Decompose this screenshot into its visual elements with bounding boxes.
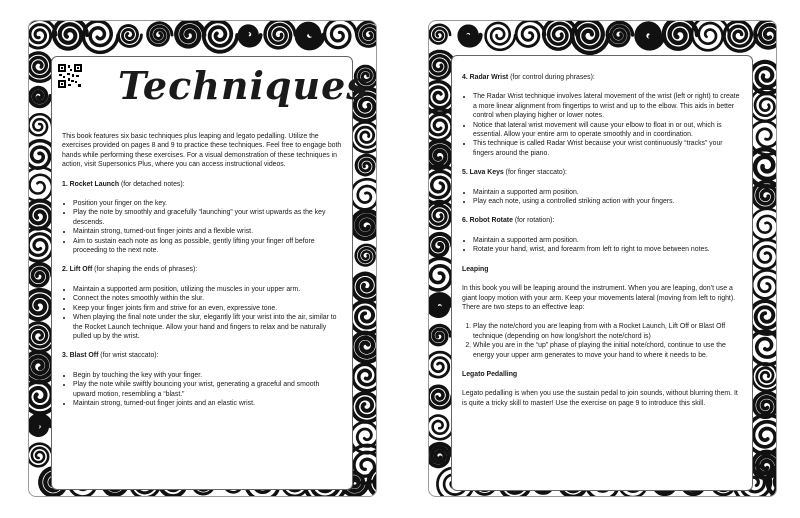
swirl-shape: [429, 416, 454, 440]
bullet-list: [462, 92, 742, 158]
swirl-shape: [239, 26, 260, 45]
swirl-shape: [352, 274, 376, 301]
swirl-shape: [352, 393, 376, 422]
numbered-list: [462, 322, 742, 360]
bullet-list: [62, 371, 342, 409]
list-item: • Play each note, using a controlled striking action with your fingers.: [473, 197, 742, 206]
section-heading: 2. Lift Off (for shaping the ends of phrases):: [62, 266, 198, 274]
swirl-shape: [752, 364, 776, 391]
swirl-shape: [265, 21, 295, 48]
section-heading: 3. Blast Off (for wrist staccato):: [62, 352, 159, 360]
swirl-shape: [572, 21, 608, 53]
bullet-list: [462, 188, 742, 207]
bullet-list: [462, 236, 742, 255]
list-item: • Rotate your hand, wrist, and forearm from left to right to move between notes.: [473, 245, 742, 254]
swirl-shape: [352, 211, 376, 239]
leaping-paragraph: In this book you will be leaping around the instrument. When you are leaping, don’t use a giant loopy motion with your arm. Keep your movements lateral (moving from left to right). There are two steps to an effective leap:: [462, 285, 736, 311]
swirl-shape: [204, 21, 238, 52]
swirl-shape: [429, 386, 452, 408]
swirl-shape: [607, 22, 632, 46]
list-item: • Play the note while swiftly bouncing your wrist, generating a graceful and smooth upward motion, resembling a “blast.”: [73, 380, 342, 399]
list-item: 2. While you are in the “up” phase of playing the initial note/chord, continue to use the energy your upper arm generates to move your hand to where it needs to be.: [473, 341, 742, 360]
list-item: • When playing the final note under the slur, elegantly lift your wrist into the air, similar to the Rocket Launch technique. Allow your hand and fingers to relax and be naturally pulled up by the wrist.: [73, 313, 342, 341]
swirl-shape: [83, 21, 118, 52]
swirl-shape: [752, 270, 776, 298]
swirl-shape: [351, 122, 376, 152]
swirl-shape: [352, 333, 376, 362]
list-item: • Maintain strong, turned-out finger joints and an elastic wrist.: [73, 399, 342, 408]
swirl-shape: [353, 364, 376, 391]
right-page: [428, 20, 777, 497]
swirl-shape: [29, 264, 52, 286]
swirl-shape: [119, 26, 142, 47]
swirl-shape: [751, 209, 776, 240]
list-item: • Maintain a supported arm position.: [473, 236, 742, 245]
list-item: • Play the note by smoothly and gracefully “launching” your wrist upwards as the key descends.: [73, 208, 342, 227]
swirl-shape: [30, 88, 51, 107]
section-heading: 4. Radar Wrist (for control during phrases):: [462, 74, 595, 81]
swirl-shape: [486, 23, 516, 50]
swirl-shape: [749, 331, 776, 364]
left-text-content: [62, 132, 342, 418]
qr-code-icon: [58, 64, 82, 88]
swirl-shape: [724, 21, 756, 51]
legato-paragraph: Legato pedalling is when you use the sustain pedal to join sounds, without blurring them. It is quite a tricky skill to master! Use the exercise on page 9 to introduce this skill.: [462, 390, 738, 407]
list-item: • The Radar Wrist technique involves lateral movement of the wrist (left or right) to create a more linear alignment from fingertips to wrist and up to the elbow. This aids in better control when playing higher or lower notes.: [473, 92, 742, 120]
bullet-list: [62, 199, 342, 255]
swirl-shape: [356, 245, 376, 266]
right-text-content: [462, 73, 742, 418]
left-content-panel: [51, 56, 369, 490]
section-heading: 5. Lava Keys (for finger staccato):: [462, 169, 567, 177]
list-item: • Begin by touching the key with your finger.: [73, 371, 342, 380]
swirl-shape: [430, 25, 450, 44]
swirl-shape: [750, 301, 776, 334]
swirl-shape: [297, 24, 323, 48]
swirl-shape: [429, 234, 452, 256]
leaping-heading: Leaping: [462, 265, 489, 273]
swirl-shape: [350, 302, 376, 334]
swirl-shape: [357, 22, 376, 47]
right-content-panel: [451, 55, 753, 491]
list-item: • Maintain a supported arm position.: [473, 188, 742, 197]
swirl-shape: [516, 21, 545, 46]
list-item: 1. Play the note/chord you are leaping from with a Rocket Launch, Lift Off or Blast Off technique (depending on how long/short the note/chord is): [473, 322, 742, 341]
swirl-shape: [29, 444, 52, 467]
list-item: • This technique is called Radar Wrist because your wrist continuously “tracks” your fingers around the piano.: [473, 139, 742, 158]
swirl-shape: [429, 444, 452, 467]
list-item: • Connect the notes smoothly within the slur.: [73, 294, 342, 303]
swirl-shape: [176, 21, 204, 46]
swirl-shape: [460, 27, 481, 46]
swirl-shape: [752, 240, 777, 269]
left-page: [28, 20, 377, 497]
legato-heading: Legato Pedalling: [462, 370, 518, 378]
section-heading: 6. Robot Rotate (for rotation):: [462, 217, 555, 225]
swirl-shape: [29, 415, 50, 434]
swirl-shape: [753, 182, 776, 209]
page-title: Techniques: [118, 63, 369, 108]
list-item: • Aim to sustain each note as long as possible, gently lifting your finger off before proceeding to the next note.: [73, 237, 342, 256]
swirl-shape: [637, 23, 664, 48]
swirl-shape: [429, 294, 452, 316]
list-item: • Keep your finger joints firm and strive for an even, expressive tone.: [73, 304, 342, 313]
swirl-shape: [148, 23, 172, 46]
swirl-shape: [753, 452, 776, 478]
swirl-shape: [356, 155, 376, 175]
swirl-shape: [755, 21, 776, 48]
swirl-shape: [429, 325, 450, 344]
section-heading: 1. Rocket Launch (for detached notes):: [62, 180, 185, 188]
list-item: • Position your finger on the key.: [73, 199, 342, 208]
swirl-shape: [351, 179, 376, 209]
swirl-shape: [325, 21, 357, 48]
swirl-shape: [29, 114, 52, 135]
intro-paragraph: This book features six basic techniques plus leaping and legato pedalling. Utilize the exercises provided on pages 8 and 9 to practice these techniques. Feel free to engage both hands while performing these exercises. For a visual demonstration of these techniques in action, visit Supersonics Plus, where you can access instructional videos.: [62, 133, 342, 169]
list-item: • Notice that lateral wrist movement will cause your elbow to float in or out, which is essential. Allow your entire arm to operate smoothly and in coordination.: [473, 121, 742, 140]
list-item: • Maintain strong, turned-out finger joints and a flexible wrist.: [73, 227, 342, 236]
list-item: • Maintain a supported arm position, utilizing the muscles in your upper arm.: [73, 285, 342, 294]
bullet-list: [62, 285, 342, 341]
